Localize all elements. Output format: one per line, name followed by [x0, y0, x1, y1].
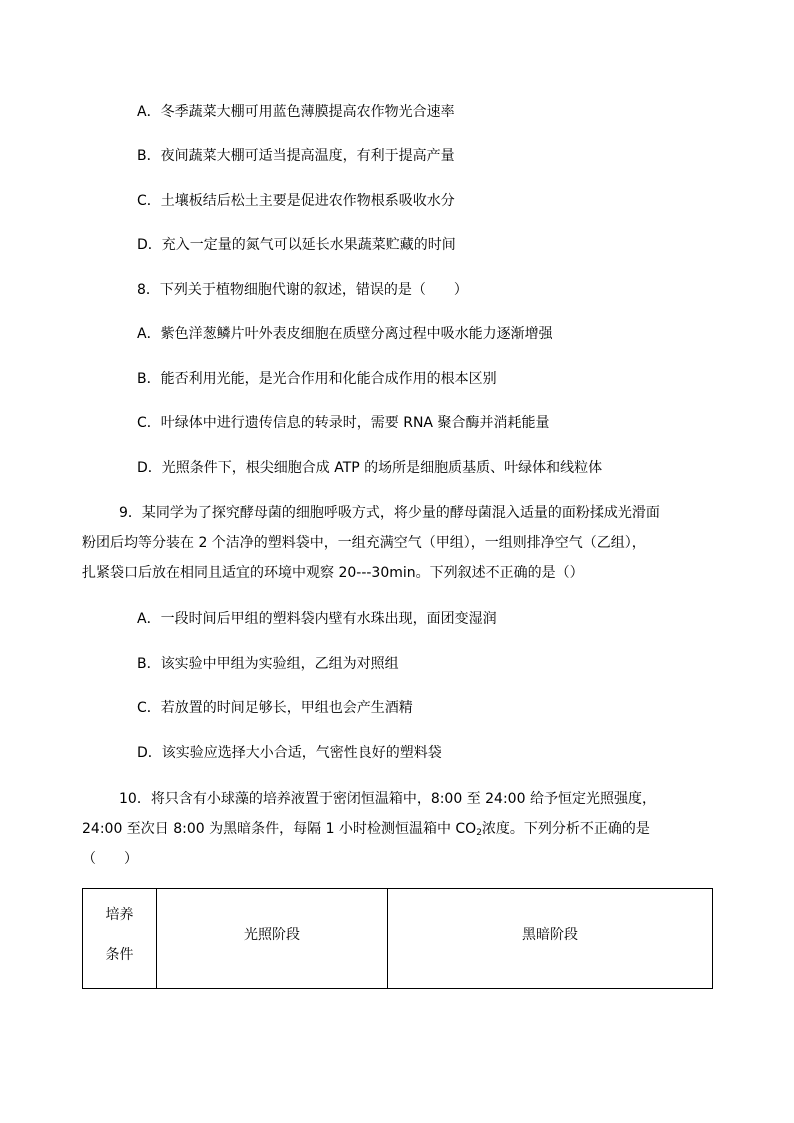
q9-stem-line2: 粉团后均等分装在 2 个洁净的塑料袋中，一组充满空气（甲组），一组则排净空气（乙组）， — [82, 535, 646, 551]
q9-stem-line3: 扎紧袋口后放在相同且适宜的环境中观察 20---30min。下列叙述不正确的是（） — [82, 565, 584, 581]
table-header-cell-light — [157, 889, 388, 988]
q10-stem-line2 — [82, 819, 650, 839]
table-header-cell-condition — [83, 889, 157, 988]
q9-option-b: B．该实验中甲组为实验组，乙组为对照组 — [137, 656, 399, 672]
q10-stem-line1: 10．将只含有小球藻的培养液置于密闭恒温箱中，8:00 至 24:00 给予恒定光照强度， — [119, 791, 656, 807]
q9-stem-line1: 9．某同学为了探究酵母菌的细胞呼吸方式，将少量的酵母菌混入适量的面粉揉成光滑面 — [119, 505, 660, 521]
q9-option-a: A．一段时间后甲组的塑料袋内壁有水珠出现，面团变湿润 — [137, 611, 497, 627]
q8-option-b: B．能否利用光能，是光合作用和化能合成作用的根本区别 — [137, 371, 497, 387]
q8-option-a: A．紫色洋葱鳞片叶外表皮细胞在质壁分离过程中吸水能力逐渐增强 — [137, 326, 553, 342]
table-header-light: 光照阶段 — [244, 927, 300, 943]
culture-conditions-table — [82, 888, 713, 989]
q10-stem-line2-post: 浓度。下列分析不正确的是 — [481, 821, 650, 837]
q7-option-b: B．夜间蔬菜大棚可适当提高温度，有利于提高产量 — [137, 148, 455, 164]
q8-stem: 8．下列关于植物细胞代谢的叙述，错误的是（ ） — [137, 282, 468, 298]
q7-option-d: D．充入一定量的氮气可以延长水果蔬菜贮藏的时间 — [137, 237, 456, 253]
q8-option-d: D．光照条件下，根尖细胞合成 ATP 的场所是细胞质基质、叶绿体和线粒体 — [137, 460, 603, 476]
q7-option-c: C．土壤板结后松土主要是促进农作物根系吸收水分 — [137, 193, 455, 209]
q10-stem-line3: （ ） — [82, 851, 138, 867]
q8-option-c: C．叶绿体中进行遗传信息的转录时，需要 RNA 聚合酶并消耗能量 — [137, 415, 550, 431]
table-header-condition-line1: 培养 — [105, 907, 134, 923]
table-header-dark: 黑暗阶段 — [522, 927, 578, 943]
q9-option-d: D．该实验应选择大小合适，气密性良好的塑料袋 — [137, 745, 442, 761]
q10-stem-line2-pre: 24:00 至次日 8:00 为黑暗条件，每隔 1 小时检测恒温箱中 CO — [82, 821, 477, 837]
table-header-condition-line2: 条件 — [105, 947, 134, 963]
q7-option-a: A．冬季蔬菜大棚可用蓝色薄膜提高农作物光合速率 — [137, 104, 455, 120]
co2-subscript: 2 — [476, 828, 482, 838]
table-header-cell-dark — [388, 889, 712, 988]
q9-option-c: C．若放置的时间足够长，甲组也会产生酒精 — [137, 700, 413, 716]
